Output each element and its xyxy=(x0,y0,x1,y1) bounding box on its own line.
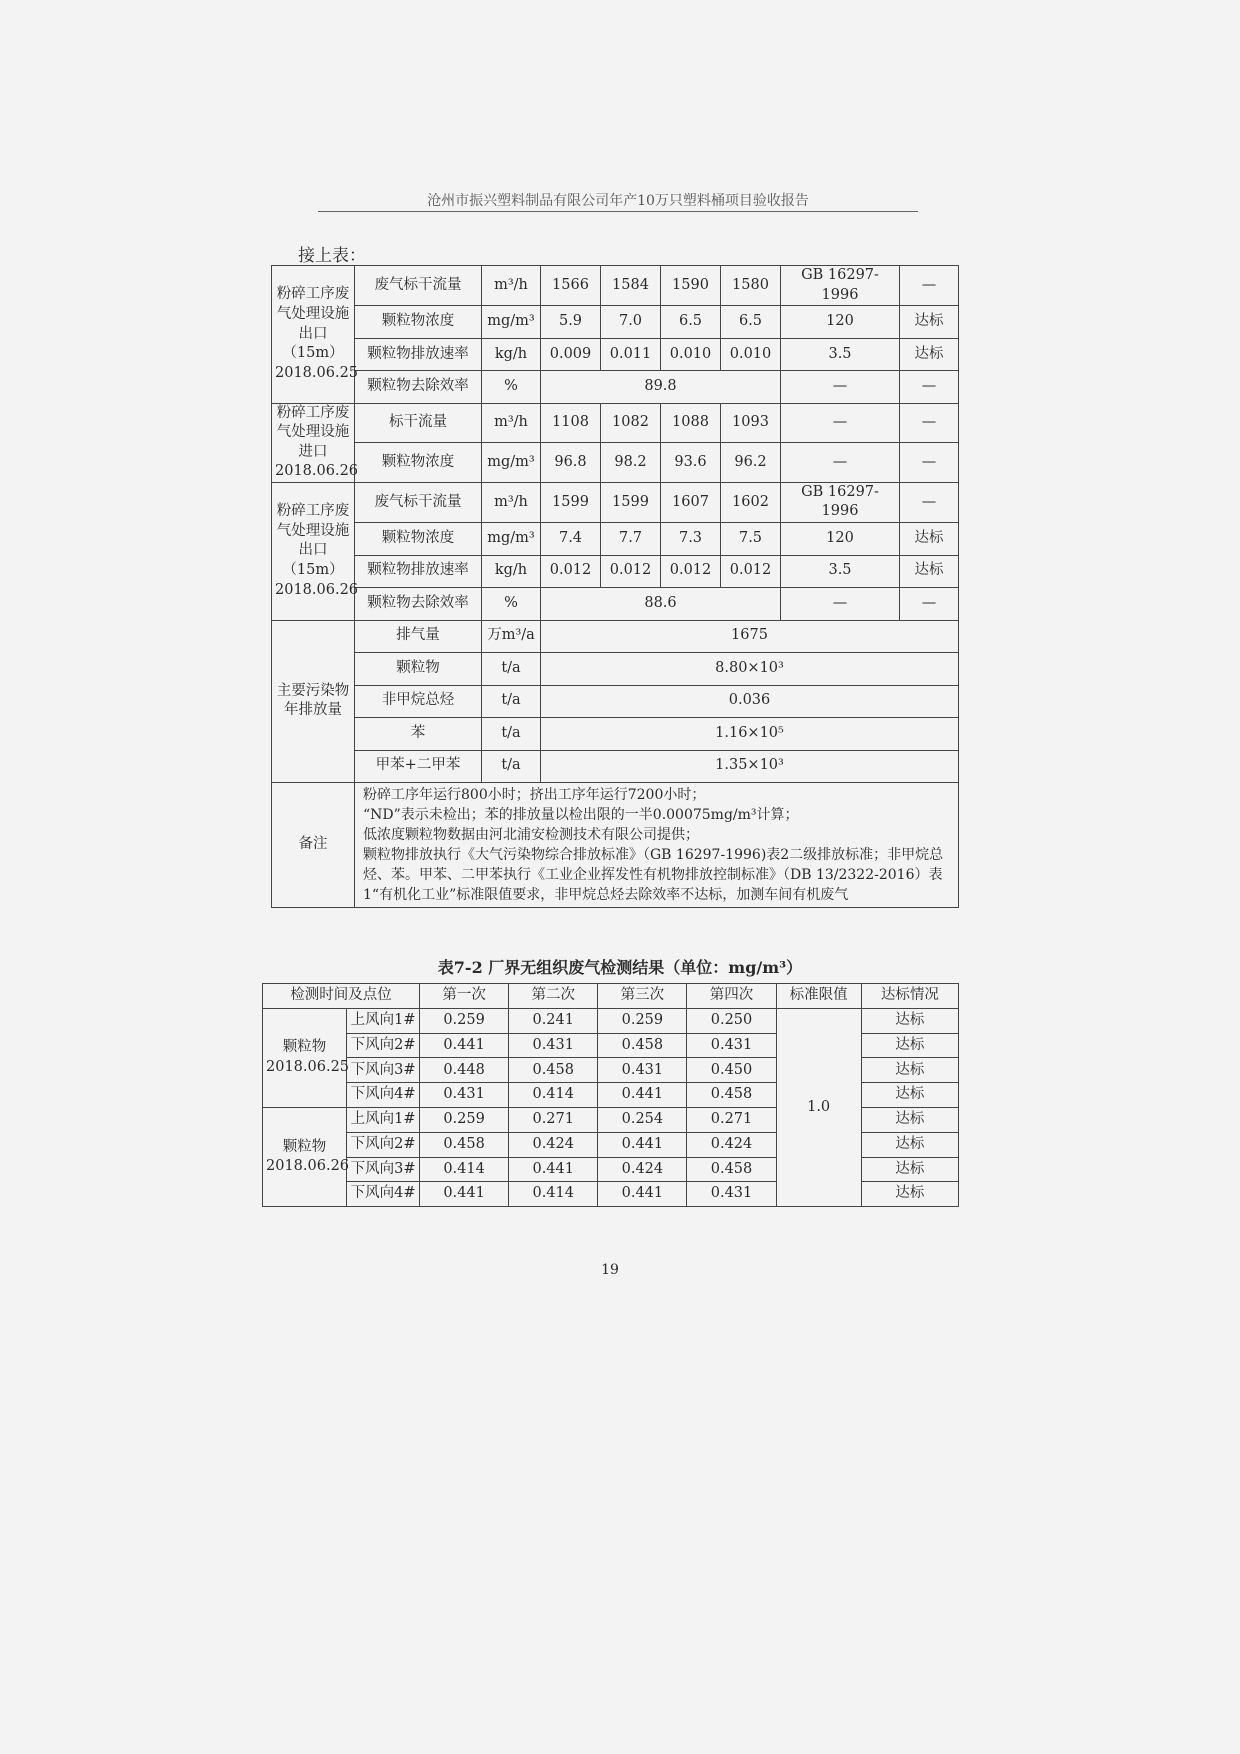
header-cell: 第四次 xyxy=(687,984,776,1009)
table-cell: — xyxy=(900,588,959,621)
table-cell: 0.250 xyxy=(687,1008,776,1033)
table-row xyxy=(272,443,959,483)
table-cell: 0.012 xyxy=(601,555,661,588)
table-cell: 1584 xyxy=(601,266,661,306)
header-cell: 第一次 xyxy=(420,984,509,1009)
table-cell: % xyxy=(482,588,541,621)
table-cell: 达标 xyxy=(861,1008,958,1033)
table-cell: — xyxy=(900,403,959,443)
table-cell: 3.5 xyxy=(781,338,900,371)
table-cell: 0.414 xyxy=(420,1157,509,1182)
table-cell: 下风向2# xyxy=(347,1132,420,1157)
table-row xyxy=(272,266,959,306)
table-cell: 1590 xyxy=(661,266,721,306)
table-cell: 颗粒物浓度 xyxy=(355,443,482,483)
table-cell: t/a xyxy=(482,685,541,718)
table-cell: 1108 xyxy=(541,403,601,443)
table-cell: 0.414 xyxy=(509,1083,598,1108)
table-cell: 达标 xyxy=(900,555,959,588)
table-cell: 0.012 xyxy=(721,555,781,588)
table-cell: 粉碎工序废气处理设施出口（15m）2018.06.26 xyxy=(272,482,355,620)
table-cell: 0.458 xyxy=(420,1132,509,1157)
table-cell: 非甲烷总烃 xyxy=(355,685,482,718)
table-cell: 达标 xyxy=(861,1033,958,1058)
table-cell: 1.35×10³ xyxy=(541,750,959,783)
table-cell: 1.0 xyxy=(776,1008,861,1206)
table-cell: 0.458 xyxy=(687,1157,776,1182)
table-cell: 1599 xyxy=(601,482,661,522)
table-cell: 5.9 xyxy=(541,306,601,339)
table-cell: — xyxy=(900,443,959,483)
table-cell: 0.011 xyxy=(601,338,661,371)
table-cell: 万m³/a xyxy=(482,620,541,653)
table-cell: 备注 xyxy=(272,783,355,908)
table-row xyxy=(272,555,959,588)
table-row xyxy=(272,653,959,686)
table-cell: 标干流量 xyxy=(355,403,482,443)
header-divider xyxy=(318,211,918,212)
remark-line: “ND”表示未检出；苯的排放量以检出限的一半0.00075mg/m³计算； xyxy=(363,807,799,823)
table-cell: 粉碎工序废气处理设施出口（15m）2018.06.25 xyxy=(272,266,355,404)
table-cell: 120 xyxy=(781,523,900,556)
table-cell: 0.254 xyxy=(598,1107,687,1132)
table-cell: 0.441 xyxy=(598,1083,687,1108)
table-cell: 0.012 xyxy=(541,555,601,588)
table-cell: 96.8 xyxy=(541,443,601,483)
table-cell: 粉碎工序废气处理设施进口2018.06.26 xyxy=(272,403,355,482)
table-cell: 颗粒物 xyxy=(355,653,482,686)
table-cell: 3.5 xyxy=(781,555,900,588)
table-cell: 1093 xyxy=(721,403,781,443)
table-cell: 98.2 xyxy=(601,443,661,483)
table-cell: — xyxy=(781,403,900,443)
table-cell: 0.414 xyxy=(509,1182,598,1207)
table-cell: 0.458 xyxy=(509,1058,598,1083)
header-cell: 第三次 xyxy=(598,984,687,1009)
table-cell: 0.441 xyxy=(598,1132,687,1157)
table-cell: 主要污染物年排放量 xyxy=(272,620,355,783)
table-cell: 88.6 xyxy=(541,588,781,621)
table-cell: — xyxy=(900,482,959,522)
table-cell: 达标 xyxy=(861,1182,958,1207)
table-cell: t/a xyxy=(482,653,541,686)
emission-table xyxy=(271,265,959,908)
table-cell: 上风向1# xyxy=(347,1008,420,1033)
table-cell: 120 xyxy=(781,306,900,339)
table-cell: t/a xyxy=(482,718,541,751)
table-cell: 7.0 xyxy=(601,306,661,339)
table-cell: 颗粒物 2018.06.26 xyxy=(263,1107,347,1206)
table-cell: mg/m³ xyxy=(482,523,541,556)
table-cell: 颗粒物去除效率 xyxy=(355,588,482,621)
table-cell: 0.431 xyxy=(687,1033,776,1058)
table-cell: m³/h xyxy=(482,482,541,522)
table-cell: 0.450 xyxy=(687,1058,776,1083)
table-cell: 下风向4# xyxy=(347,1182,420,1207)
table-cell: 达标 xyxy=(861,1058,958,1083)
table-cell: 7.5 xyxy=(721,523,781,556)
table-cell: 苯 xyxy=(355,718,482,751)
table-cell: 达标 xyxy=(900,306,959,339)
table-cell: 7.4 xyxy=(541,523,601,556)
table-cell: 0.424 xyxy=(598,1157,687,1182)
table-cell: 1675 xyxy=(541,620,959,653)
table-cell: 上风向1# xyxy=(347,1107,420,1132)
table-cell: 96.2 xyxy=(721,443,781,483)
table-cell: 废气标干流量 xyxy=(355,482,482,522)
table-cell: 颗粒物去除效率 xyxy=(355,371,482,404)
table-cell: 0.424 xyxy=(687,1132,776,1157)
table-cell: 89.8 xyxy=(541,371,781,404)
remarks-text xyxy=(355,783,959,908)
table-row xyxy=(272,718,959,751)
table2-caption: 表7-2 厂界无组织废气检测结果（单位：mg/m³） xyxy=(437,958,803,977)
table-cell: — xyxy=(781,588,900,621)
table-cell: 1566 xyxy=(541,266,601,306)
remarks-row xyxy=(272,783,959,908)
table-row xyxy=(272,685,959,718)
table-cell: 0.441 xyxy=(598,1182,687,1207)
table-cell: 1607 xyxy=(661,482,721,522)
page-number: 19 xyxy=(601,1262,619,1278)
table-cell: m³/h xyxy=(482,403,541,443)
table-cell: 0.259 xyxy=(420,1107,509,1132)
table-cell: 达标 xyxy=(861,1132,958,1157)
table-row xyxy=(272,523,959,556)
table-cell: 颗粒物浓度 xyxy=(355,306,482,339)
table-cell: 达标 xyxy=(861,1083,958,1108)
table-row xyxy=(272,482,959,522)
table-cell: 0.259 xyxy=(598,1008,687,1033)
table-cell: 0.424 xyxy=(509,1132,598,1157)
table-cell: 颗粒物浓度 xyxy=(355,523,482,556)
table-cell: 1.16×10⁵ xyxy=(541,718,959,751)
table-cell: 8.80×10³ xyxy=(541,653,959,686)
table-cell: kg/h xyxy=(482,555,541,588)
table-cell: 0.448 xyxy=(420,1058,509,1083)
table-cell: 0.431 xyxy=(420,1083,509,1108)
table-cell: 0.458 xyxy=(598,1033,687,1058)
table-cell: 颗粒物 2018.06.25 xyxy=(263,1008,347,1107)
remark-line: 低浓度颗粒物数据由河北浦安检测技术有限公司提供； xyxy=(363,827,699,843)
table-cell: 达标 xyxy=(900,338,959,371)
report-header: 沧州市振兴塑料制品有限公司年产10万只塑料桶项目验收报告 xyxy=(427,193,809,209)
table-cell: 6.5 xyxy=(721,306,781,339)
table-row xyxy=(272,620,959,653)
table-row xyxy=(272,750,959,783)
table-cell: kg/h xyxy=(482,338,541,371)
table-cell: 0.441 xyxy=(420,1182,509,1207)
table-cell: 下风向3# xyxy=(347,1157,420,1182)
table-cell: — xyxy=(900,371,959,404)
table2-header-row xyxy=(263,984,959,1009)
table-cell: 0.036 xyxy=(541,685,959,718)
table-cell: 0.010 xyxy=(721,338,781,371)
header-cell: 第二次 xyxy=(509,984,598,1009)
header-cell: 检测时间及点位 xyxy=(263,984,420,1009)
table-cell: 93.6 xyxy=(661,443,721,483)
table-cell: 达标 xyxy=(861,1107,958,1132)
table-cell: 下风向4# xyxy=(347,1083,420,1108)
table-cell: mg/m³ xyxy=(482,443,541,483)
table-cell: GB 16297-1996 xyxy=(781,266,900,306)
table-cell: 1580 xyxy=(721,266,781,306)
table-row xyxy=(272,306,959,339)
table-cell: 下风向2# xyxy=(347,1033,420,1058)
table-cell: 1602 xyxy=(721,482,781,522)
table-cell: 排气量 xyxy=(355,620,482,653)
table-cell: 颗粒物排放速率 xyxy=(355,555,482,588)
table-cell: 1599 xyxy=(541,482,601,522)
table-cell: 6.5 xyxy=(661,306,721,339)
table-cell: — xyxy=(900,266,959,306)
table-cell: 废气标干流量 xyxy=(355,266,482,306)
table-cell: 0.431 xyxy=(509,1033,598,1058)
table-cell: — xyxy=(781,371,900,404)
table-cell: 0.241 xyxy=(509,1008,598,1033)
header-cell: 标准限值 xyxy=(776,984,861,1009)
table-cell: 0.458 xyxy=(687,1083,776,1108)
table-cell: 0.441 xyxy=(509,1157,598,1182)
table-cell: 0.012 xyxy=(661,555,721,588)
continuation-label: 接上表： xyxy=(298,246,366,266)
table-cell: 达标 xyxy=(900,523,959,556)
table-cell: t/a xyxy=(482,750,541,783)
header-cell: 达标情况 xyxy=(861,984,958,1009)
table-row xyxy=(272,588,959,621)
table-cell: 0.431 xyxy=(687,1182,776,1207)
table-cell: 下风向3# xyxy=(347,1058,420,1083)
fugitive-emission-table xyxy=(262,983,959,1207)
table-cell: 1082 xyxy=(601,403,661,443)
table-cell: 0.259 xyxy=(420,1008,509,1033)
table-row xyxy=(272,403,959,443)
table-row xyxy=(272,371,959,404)
remark-line: 粉碎工序年运行800小时；挤出工序年运行7200小时； xyxy=(363,787,706,803)
table-cell: 甲苯+二甲苯 xyxy=(355,750,482,783)
table-cell: 0.009 xyxy=(541,338,601,371)
table-cell: 7.7 xyxy=(601,523,661,556)
table-row xyxy=(272,338,959,371)
table-cell: 达标 xyxy=(861,1157,958,1182)
table-cell: 7.3 xyxy=(661,523,721,556)
table-cell: mg/m³ xyxy=(482,306,541,339)
table-row xyxy=(263,1008,959,1033)
table-cell: 0.441 xyxy=(420,1033,509,1058)
table-cell: 颗粒物排放速率 xyxy=(355,338,482,371)
table-cell: 1088 xyxy=(661,403,721,443)
table-cell: m³/h xyxy=(482,266,541,306)
table-cell: % xyxy=(482,371,541,404)
table-cell: 0.271 xyxy=(687,1107,776,1132)
table-cell: 0.010 xyxy=(661,338,721,371)
remark-line: 颗粒物排放执行《大气污染物综合排放标准》（GB 16297-1996)表2二级排放标准；非甲烷总烃、苯。甲苯、二甲苯执行《工业企业挥发性有机物排放控制标准》（DB 13/2322-2016）表1“有机化工业”标准限值要求，非甲烷总烃去除效率不达标，加测车间有机废气 xyxy=(363,847,944,903)
table-cell: GB 16297-1996 xyxy=(781,482,900,522)
table-cell: 0.271 xyxy=(509,1107,598,1132)
table-cell: — xyxy=(781,443,900,483)
table-cell: 0.431 xyxy=(598,1058,687,1083)
